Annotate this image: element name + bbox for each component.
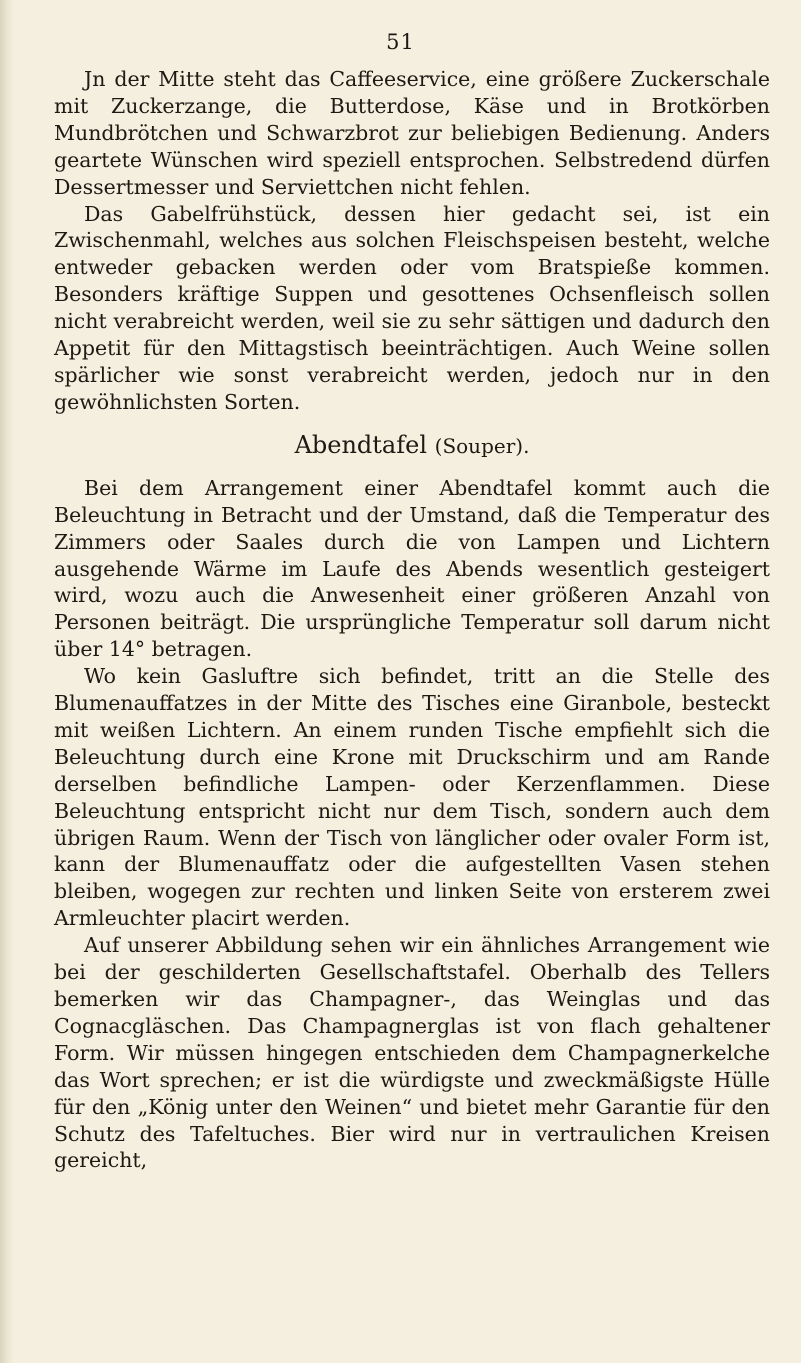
paragraph-gasluftre: Wo kein Gasluftre sich befindet, tritt an die Stelle des Blumenauffatzes in der Mitte des Tisches eine Giranbole, besteckt mit weißen Lichtern. An einem runden Tische empfiehlt sich die Beleuchtung durch eine Krone mit Druckschirm und am Rande derselben befindliche Lampen- oder Kerzenflammen. Diese Beleuchtung entspricht nicht nur dem Tisch, sondern auch dem übrigen Raum. Wenn der Tisch von länglicher oder ovaler Form ist, kann der Blumenauffatz oder die aufgestellten Vasen stehen bleiben, wogegen zur rechten und linken Seite von ersterem zwei Armleuchter placirt werden. bbox=[54, 664, 770, 931]
paragraph-abbildung: Auf unserer Abbildung sehen wir ein ähnliches Arrangement wie bei der geschilderten Gesellschaftstafel. Oberhalb des Tellers bemerken wir das Champagner-, das Weinglas und das Cognacgläschen. Das Champagnerglas ist von flach gehaltener Form. Wir müssen hingegen entschieden dem Champagnerkelche das Wort sprechen; er ist die würdigste und zweckmäßigste Hülle für den „König unter den Weinen“ und bietet mehr Garantie für den Schutz des Tafeltuches. Bier wird nur in vertraulichen Kreisen gereicht, bbox=[54, 933, 770, 1173]
body-text bbox=[54, 66, 770, 1174]
heading-subtitle: (Souper). bbox=[434, 433, 530, 458]
heading-title: Abendtafel bbox=[294, 430, 427, 459]
section-heading-abendtafel bbox=[54, 430, 770, 461]
paragraph-beleuchtung: Bei dem Arrangement einer Abendtafel kommt auch die Beleuchtung in Betracht und der Umstand, daß die Temperatur des Zimmers oder Saales durch die von Lampen und Lichtern ausgehende Wärme im Laufe des Abends wesentlich gesteigert wird, wozu auch die Anwesenheit einer größeren Anzahl von Personen beiträgt. Die ursprüngliche Temperatur soll darum nicht über 14° betragen. bbox=[54, 475, 770, 662]
page-binding-edge bbox=[0, 0, 14, 1363]
paragraph-gabelfruehstueck: Das Gabelfrühstück, dessen hier gedacht sei, ist ein Zwischenmahl, welches aus solchen Fleischspeisen besteht, welche entweder gebacken werden oder vom Bratspieße kommen. Besonders kräftige Suppen und gesottenes Ochsenfleisch sollen nicht verabreicht werden, weil sie zu sehr sättigen und dadurch den Appetit für den Mittagstisch beeinträchtigen. Auch Weine sollen spärlicher wie sonst verabreicht werden, jedoch nur in den gewöhnlichsten Sorten. bbox=[54, 201, 770, 414]
page-number: 51 bbox=[386, 30, 415, 54]
paragraph-coffee-service: Jn der Mitte steht das Caffeeservice, eine größere Zuckerschale mit Zuckerzange, die Butterdose, Käse und in Brotkörben Mundbrötchen und Schwarzbrot zur beliebigen Bedienung. Anders geartete Wünschen wird speziell entsprochen. Selbstredend dürfen Dessertmesser und Serviettchen nicht fehlen. bbox=[54, 67, 770, 199]
